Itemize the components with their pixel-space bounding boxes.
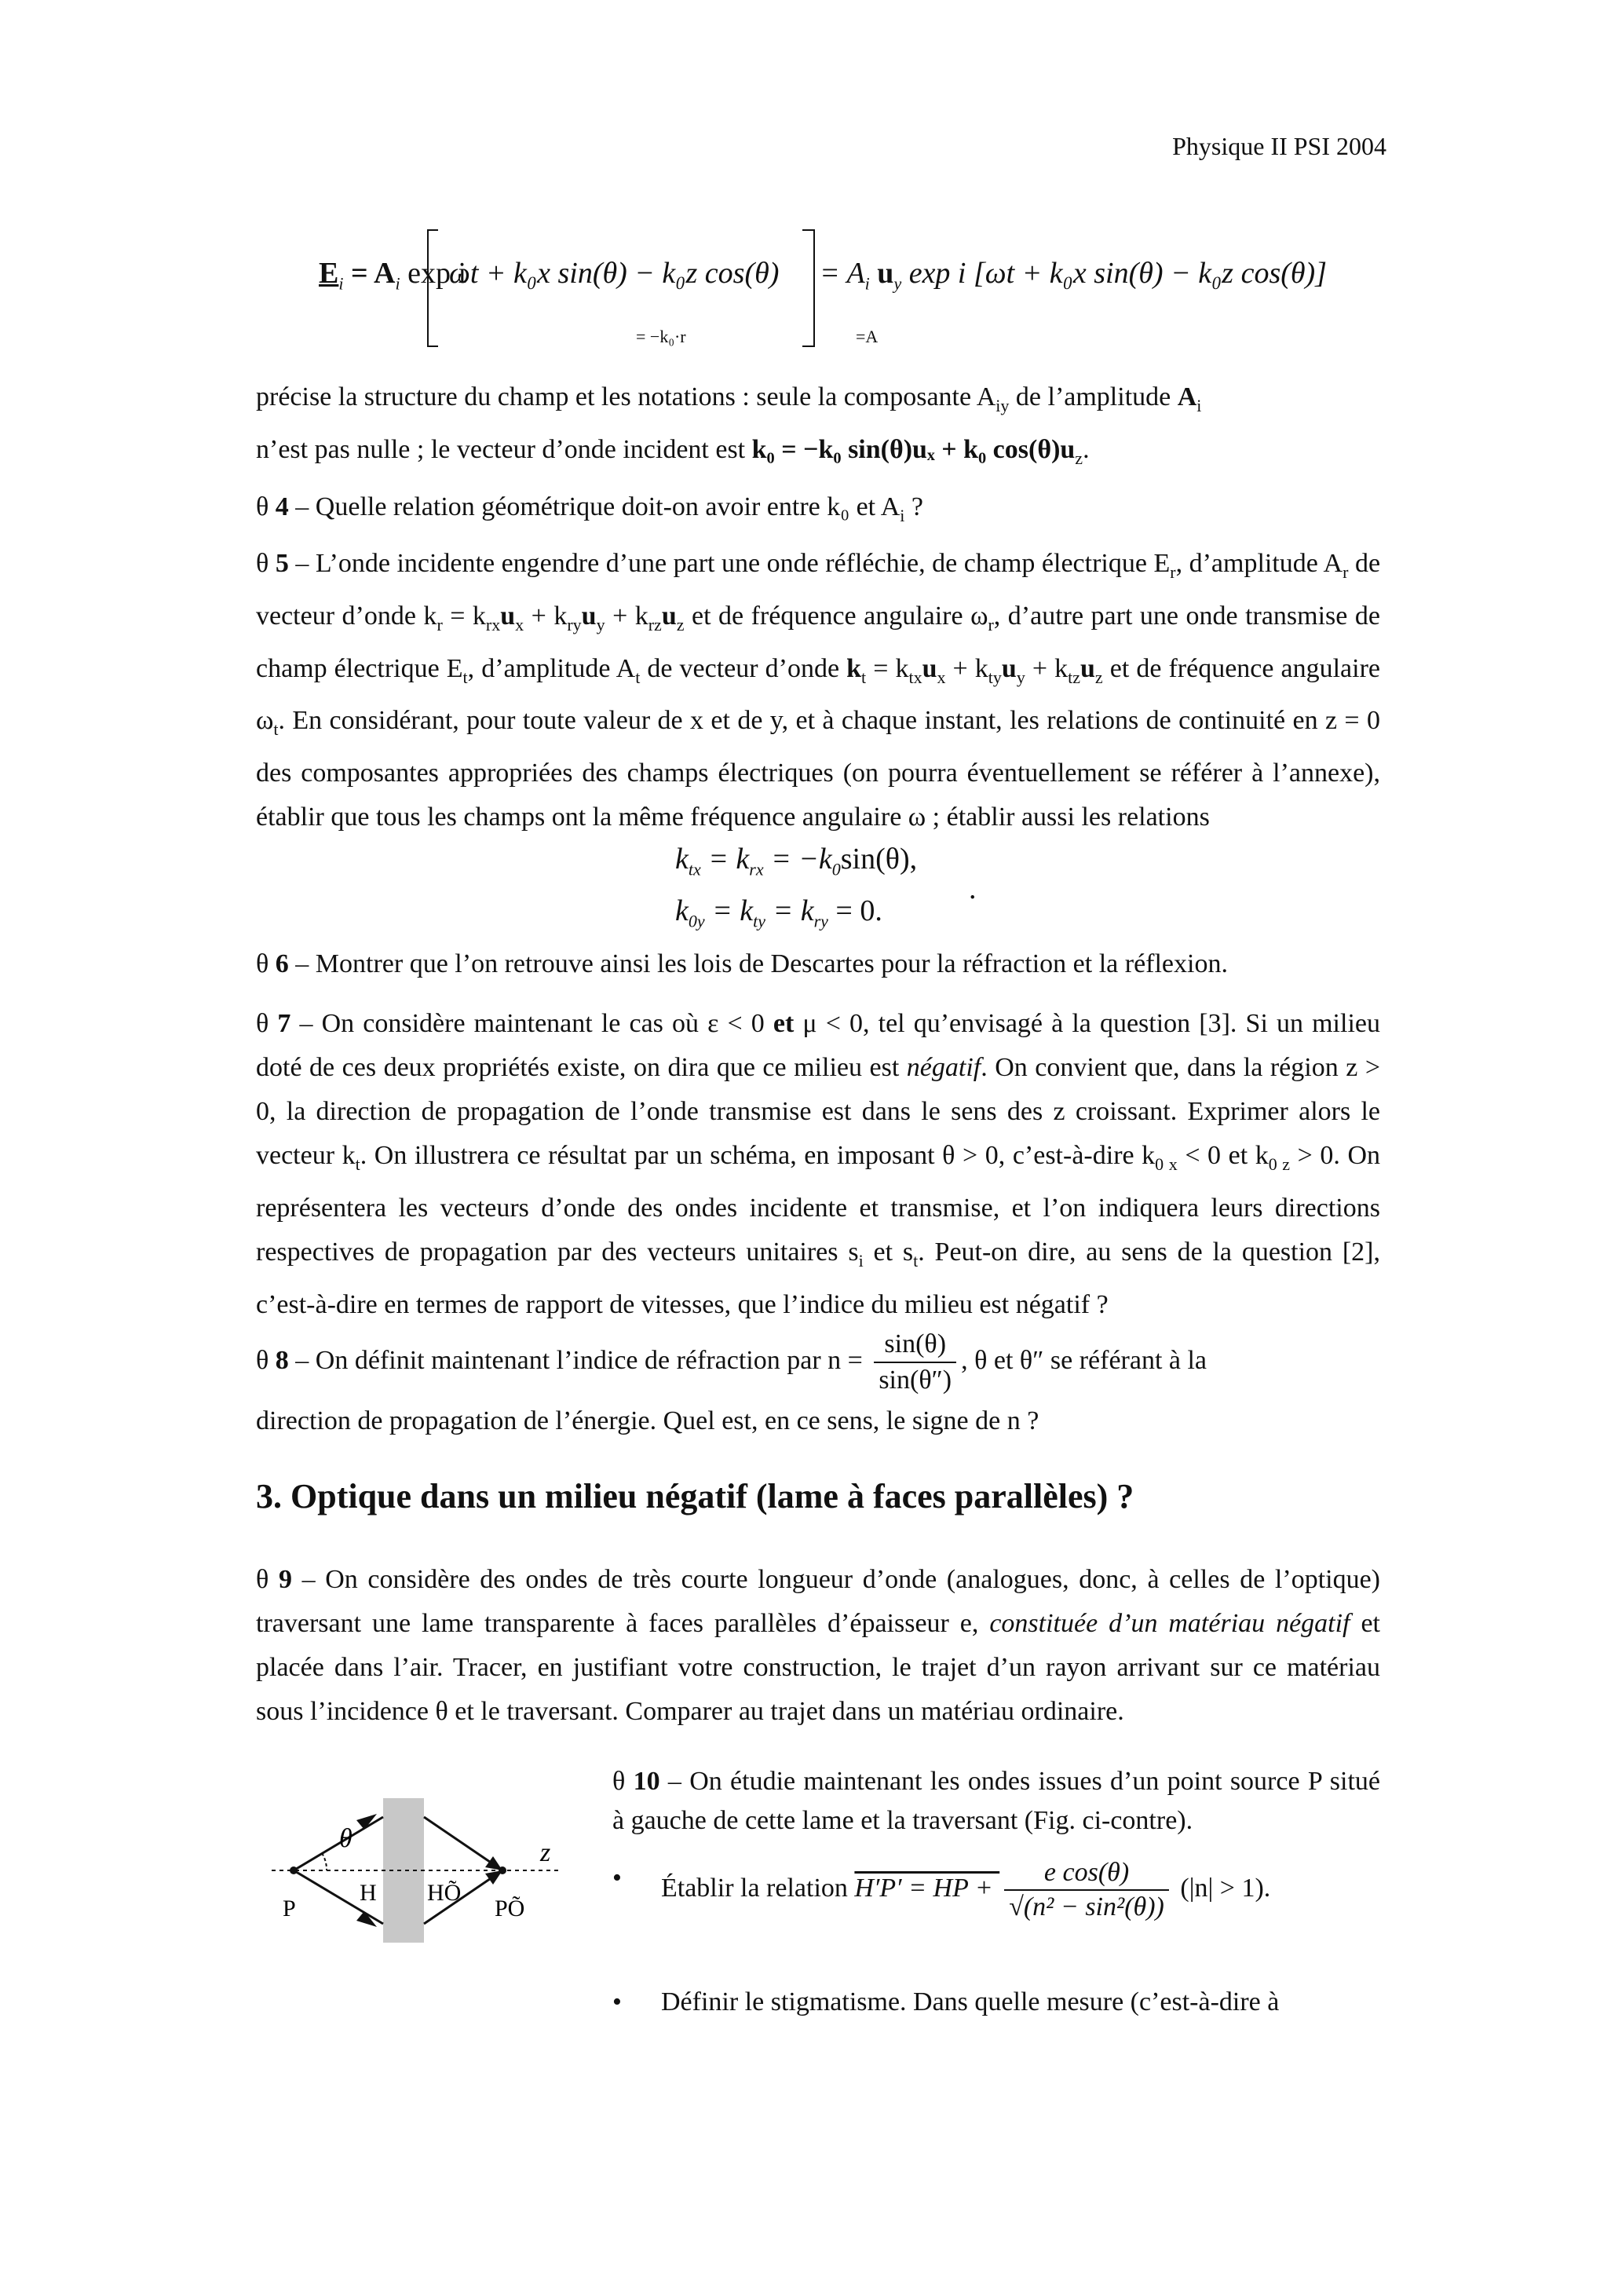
question-9: θ 9 – On considère des ondes de très courte longueur d’onde (analogues, donc, à celles de l’optique) traversant une lame transparente à faces parallèles d’épaisseur e, constituée d’un matériau négatif et placée dans l’air. Tracer, en justifiant votre construction, le trajet d’un rayon arrivant sur ce matériau sous l’incidence θ et le traversant. Comparer au trajet dans un matériau ordinaire. bbox=[256, 1565, 1381, 1726]
label-H: H bbox=[360, 1880, 377, 1906]
page: Physique II PSI 2004 $E_i = A_i$ exp i ωt + k₀x sin(θ) − k₀z cos(θ) = −k₀·r = $A_i$ $u_y$ exp i [ωt + k₀x sin(θ) − k₀z cos(θ)] =A précise la structure du champ et les notations : seule la composante $A_{iy}$ de l’amplitude $A_i$ n’est pas nulle ; le vecteur d’onde incident est k₀ = −k₀ sin(θ)uₓ + k₀ $\cos(\theta)u_z$. θ 4 – Quelle relation géométrique doit-on avoir entre k₀ et $A_i$ ? θ 5 – L’onde incidente engendre d’une part une onde réfléchie, de champ électrique $E_r$, d’amplitude $A_r$ de vecteur d’onde $k_r = k_{rx}u_x + k_{ry}u_y + k_{rz}u_z$ et de fréquence angulaire $\omega_r$, d’autre part une onde transmise de champ électrique $E_t$, d’amplitude $A_t$ de vecteur d’onde $k_t = k_{tx}u_x + k_{ty}u_y + k_{tz}u_z$ et de fréquence angulaire $\omega_t$. En considérant, pour toute valeur de x et de y, et à chaque instant, les relations de continuité en z = 0 des composantes appropriées des champs électriques (on pourra éventuellement se référer à l’annexe), établir que tous les champs ont la même fréquence angulaire ω ; établir aussi les relations $k_{tx} = k_{rx} = -k_0\sin(\theta)$, $k_{0y} = k_{ty} = k_{ry} = 0$. . θ 6 – Montrer que l’on retrouve ainsi les lois de Descartes pour la réfraction et la réflexion. θ 7 – On considère maintenant le cas où ε < 0 et μ < 0, tel qu’envisagé à la question [3]. Si un milieu doté de ces deux propriétés existe, on dira que ce milieu est négatif. On convient que, dans la région z > 0, la direction de propagation de l’onde transmise est dans le sens des z croissant. Exprimer alors le vecteur $k_t$. On illustrera ce résultat par un schéma, en imposant θ > 0, c’est-à-dire $k_{0 x} < 0$ et $k_{0 z} > 0$. On représentera les vecteurs d’onde des ondes incidente et transmise, et l’on indiquera leurs directions respectives de propagation par des vecteurs unitaires $s_i$ et $s_t$. Peut-on dire, au sens de la question [2], c’est-à-dire en termes de rapport de vitesses, que l’indice du milieu est négatif ? θ 8 – On définit maintenant l’indice de réfraction par n = $\frac{\sin(\theta)}{\sin(\theta'')}$ , θ et θ″ se référant à la direction de propagation de l’énergie. Quel est, en ce sens, le signe de n ? 3. Optique dans un milieu négatif (lame à faces parallèles) ? θ 9 – On considère des ondes de très courte longueur d’onde (analogues, donc, à celles de l’optique) traversant une lame transparente à faces parallèles d’épaisseur e, constituée d’un matériau négatif et placée dans l’air. Tracer, en justifiant votre construction, le trajet d’un rayon arrivant sur ce matériau sous l’incidence θ et le traversant. Comparer au trajet dans un matériau ordinaire. θ 10 – On étudie maintenant les ondes issues d’un point source P situé à gauche de cette lame et la traversant (Fig. ci-contre). θ z H HÕ P PÕ • Établir la relation H′P′ = HP + $\frac{\text{e cos(θ)}}{\text{√(n² − sin²(θ))}}$ (|n| > 1). • Définir le stigmatisme. Dans quelle mesure (c’est-à-dire à bbox=[0, 0, 1622, 2296]
question-5: θ 5 – L’onde incidente engendre d’une part une onde réfléchie, de champ électrique $E_r$, d’amplitude $A_r$ de vecteur d’onde $k_r = k_{rx}u_x + k_{ry}u_y + k_{rz}u_z$ et de fréquence angulaire $\omega_r$, d’autre part une onde transmise de champ électrique $E_t$, d’amplitude $A_t$ de vecteur d’onde $k_t = k_{tx}u_x + k_{ty}u_y + k_{tz}u_z$ et de fréquence angulaire $\omega_t$. En considérant, pour toute valeur de x et de y, et à chaque instant, les relations de continuité en z = 0 des composantes appropriées des champs électriques (on pourra éventuellement se référer à l’annexe), établir que tous les champs ont la même fréquence angulaire ω ; établir aussi les relations bbox=[256, 549, 1381, 832]
section-title: 3. Optique dans un milieu négatif (lame à faces parallèles) ? bbox=[256, 1477, 1134, 1515]
question-7: θ 7 – On considère maintenant le cas où ε < 0 et μ < 0, tel qu’envisagé à la question [3]. Si un milieu doté de ces deux propriétés existe, on dira que ce milieu est négatif. On convient que, dans la région z > 0, la direction de propagation de l’onde transmise est dans le sens des z croissant. Exprimer alors le vecteur $k_t$. On illustrera ce résultat par un schéma, en imposant θ > 0, c’est-à-dire $k_{0 x} < 0$ et $k_{0 z} > 0$. On représentera les vecteurs d’onde des ondes incidente et transmise, et l’on indiquera leurs directions respectives de propagation par des vecteurs unitaires $s_i$ et $s_t$. Peut-on dire, au sens de la question [2], c’est-à-dire en termes de rapport de vitesses, que l’indice du milieu est négatif ? bbox=[256, 1009, 1381, 1319]
ray-upper-in bbox=[294, 1817, 383, 1870]
angle-arc bbox=[322, 1853, 327, 1870]
page-header: Physique II PSI 2004 bbox=[1172, 132, 1386, 160]
point-P-prime bbox=[499, 1866, 506, 1874]
point-P bbox=[290, 1866, 298, 1874]
label-P: P bbox=[283, 1896, 296, 1921]
label-H-prime: HÕ bbox=[427, 1880, 462, 1906]
relation-2: $k_{0y} = k_{ty} = k_{ry} = 0$. bbox=[675, 894, 882, 931]
lens-figure bbox=[267, 1798, 581, 1994]
paragraph-structure: précise la structure du champ et les notations : seule la composante $A_{iy}$ de l’amplitude $A_i$ n’est pas nulle ; le vecteur d’onde incident est k₀ = −k₀ sin(θ)uₓ + k₀ $\cos(\theta)u_z$. bbox=[256, 382, 1202, 468]
question-4: θ 4 – Quelle relation géométrique doit-on avoir entre k₀ et $A_i$ ? bbox=[256, 492, 924, 525]
question-10: θ 10 – On étudie maintenant les ondes issues d’un point source P situé à gauche de cette lame et la traversant (Fig. ci-contre). bbox=[612, 1767, 1381, 1835]
relation-1: $k_{tx} = k_{rx} = -k_0\sin(\theta)$, bbox=[675, 843, 918, 879]
label-P-prime: PÕ bbox=[495, 1896, 525, 1921]
label-theta: θ bbox=[339, 1824, 353, 1853]
question-8: θ 8 – On définit maintenant l’indice de réfraction par n = $\frac{\sin(\theta)}{\sin(\theta'')}$ , θ et θ″ se référant à la direction de propagation de l’énergie. Quel est, en ce sens, le signe de n ? bbox=[256, 1327, 1380, 1445]
bullet-stigmatism: • Définir le stigmatisme. Dans quelle mesure (c’est-à-dire à bbox=[612, 1987, 1280, 2016]
relation-dot: . bbox=[969, 872, 977, 905]
slab bbox=[383, 1798, 424, 1943]
bullet-relation: • Établir la relation H′P′ = HP + $\frac{\text{e cos(θ)}}{\text{√(n² − sin²(θ))}}$ (|n| > 1). bbox=[612, 1858, 1271, 1921]
question-6: θ 6 – Montrer que l’on retrouve ainsi les lois de Descartes pour la réfraction et la réflexion. bbox=[256, 949, 1228, 978]
label-z: z bbox=[540, 1838, 551, 1867]
